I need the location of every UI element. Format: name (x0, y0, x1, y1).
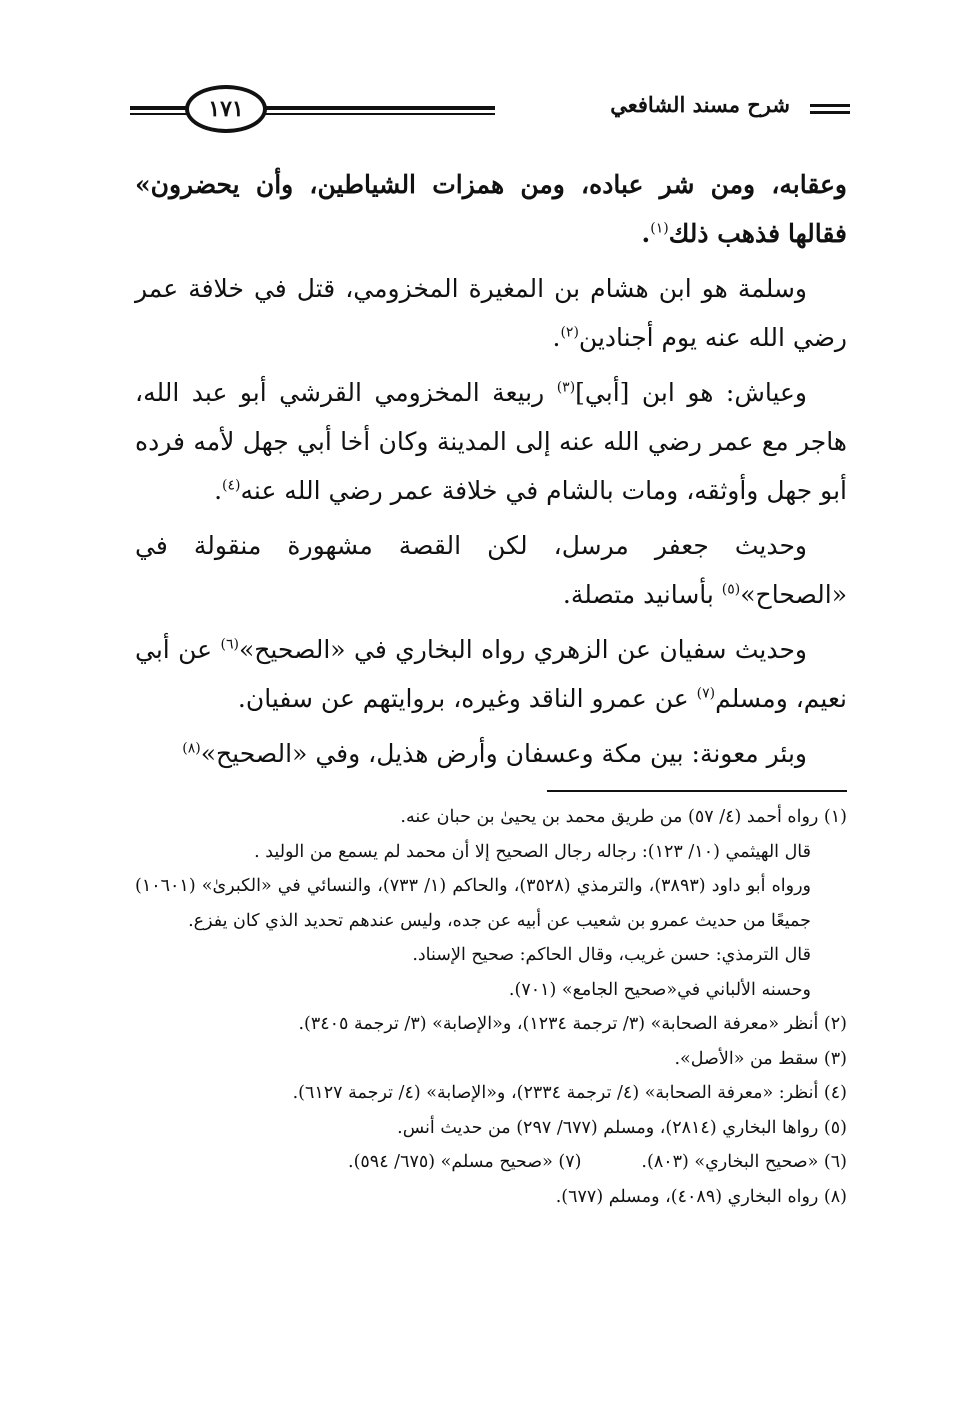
footnote-1-line: قال الترمذي: حسن غريب، وقال الحاكم: صحيح الإسناد. (412, 945, 811, 965)
footnote-5: (٥) رواها البخاري (٢٨١٤)، ومسلم (٦٧٧/ ٢٩٧) من حديث أنس. (397, 1117, 847, 1138)
paragraph-1 (135, 160, 847, 258)
header-rule (265, 106, 495, 115)
text-span: وحديث جعفر مرسل، لكن القصة مشهورة منقولة في «الصحاح» (135, 531, 847, 609)
footnote-ref[interactable]: (٧) (696, 685, 716, 702)
paragraph-5 (135, 625, 847, 723)
header-rule-left (130, 106, 190, 115)
footnote-8: (٨) رواه البخاري (٤٠٨٩)، ومسلم (٦٧٧). (555, 1186, 847, 1207)
paragraph-3 (135, 368, 847, 515)
footnote-ref[interactable]: (٥) (721, 581, 741, 598)
text-span: عن أبي نعيم، ومسلم (135, 635, 847, 713)
footnote-2: (٢) أنظر «معرفة الصحابة» (٣/ ترجمة ١٢٣٤)، و«الإصابة» (٣/ ترجمة ٣٤٠٥). (298, 1014, 847, 1034)
footnote-ref[interactable]: (٢) (560, 324, 579, 341)
running-title: شرح مسند الشافعي (610, 92, 790, 117)
text-span: . (552, 323, 561, 352)
text-span: وسلمة هو ابن هشام بن المغيرة المخزومي، قتل في خلافة عمر رضي الله عنه يوم أجنادين (135, 274, 847, 352)
page-number: ١٧١ (185, 85, 267, 133)
footnote-ref[interactable]: (٦) (220, 636, 239, 653)
page-header (130, 70, 850, 140)
text-span: وعياش: هو ابن [أبي] (575, 378, 807, 407)
footnote-ref[interactable]: (١) (650, 220, 669, 237)
paragraph-4 (135, 521, 847, 619)
footnote-ref[interactable]: (٣) (556, 379, 576, 396)
text-span: . (641, 219, 651, 248)
text-span: وحديث سفيان عن الزهري رواه البخاري في «الصحيح» (238, 635, 807, 664)
main-text (135, 160, 847, 784)
text-span: . (214, 476, 223, 505)
footnote-6: (٦) «صحيح البخاري» (٨٠٣). (641, 1152, 847, 1172)
footnote-1-line: قال الهيثمي (١٠/ ١٢٣): رجاله رجال الصحيح إلا أن محمد لم يسمع من الوليد . (254, 841, 811, 862)
text-span: فذهب ذلك (668, 219, 781, 248)
footnote-7: (٧) «صحيح مسلم» (٦٧٥/ ٥٩٤). (348, 1152, 582, 1172)
footnote-row-6-7 (135, 1145, 847, 1180)
footnote-separator (547, 790, 847, 792)
footnote-1: (١) رواه أحمد (٤/ ٥٧) من طريق محمد بن يحيىٰ بن حبان عنه. (400, 807, 847, 827)
text-span: وبئر معونة: بين مكة وعسفان وأرض هذيل، وفي «الصحيح» (200, 739, 807, 768)
footnote-ref[interactable]: (٨) (182, 740, 201, 757)
bold-quote: وعقابه، ومن شر عباده، ومن همزات الشياطين، وأن يحضرون» فقالها (135, 170, 847, 248)
text-span: عن عمرو الناقد وغيره، بروايتهم عن سفيان. (237, 684, 697, 713)
footnotes (135, 800, 847, 1214)
header-ornament-right (810, 104, 850, 114)
paragraph-2 (135, 264, 847, 362)
text-span: ربيعة المخزومي القرشي أبو عبد الله، هاجر مع عمر رضي الله عنه إلى المدينة وكان أخا أبي جهل لأمه فرده أبو جهل وأوثقه، ومات بالشام في خلافة عمر رضي الله عنه (135, 378, 847, 505)
paragraph-6 (135, 729, 847, 778)
footnote-1-line: ورواه أبو داود (٣٨٩٣)، والترمذي (٣٥٢٨)، والحاكم (١/ ٧٣٣)، والنسائي في «الكبرىٰ» (١٠٦٠١) جميعًا من حديث عمرو بن شعيب عن أبيه عن جده، وليس عندهم تحديد الذي كان يفزع. (135, 876, 811, 931)
footnote-ref[interactable]: (٤) (222, 477, 241, 494)
footnote-1-line: وحسنه الألباني في«صحيح الجامع» (٧٠١). (508, 979, 811, 1000)
footnote-4: (٤) أنظر: «معرفة الصحابة» (٤/ ترجمة ٢٣٣٤)، و«الإصابة» (٤/ ترجمة ٦١٢٧). (292, 1083, 847, 1103)
footnote-3: (٣) سقط من «الأصل». (674, 1048, 847, 1069)
text-span: بأسانيد متصلة. (562, 580, 722, 609)
